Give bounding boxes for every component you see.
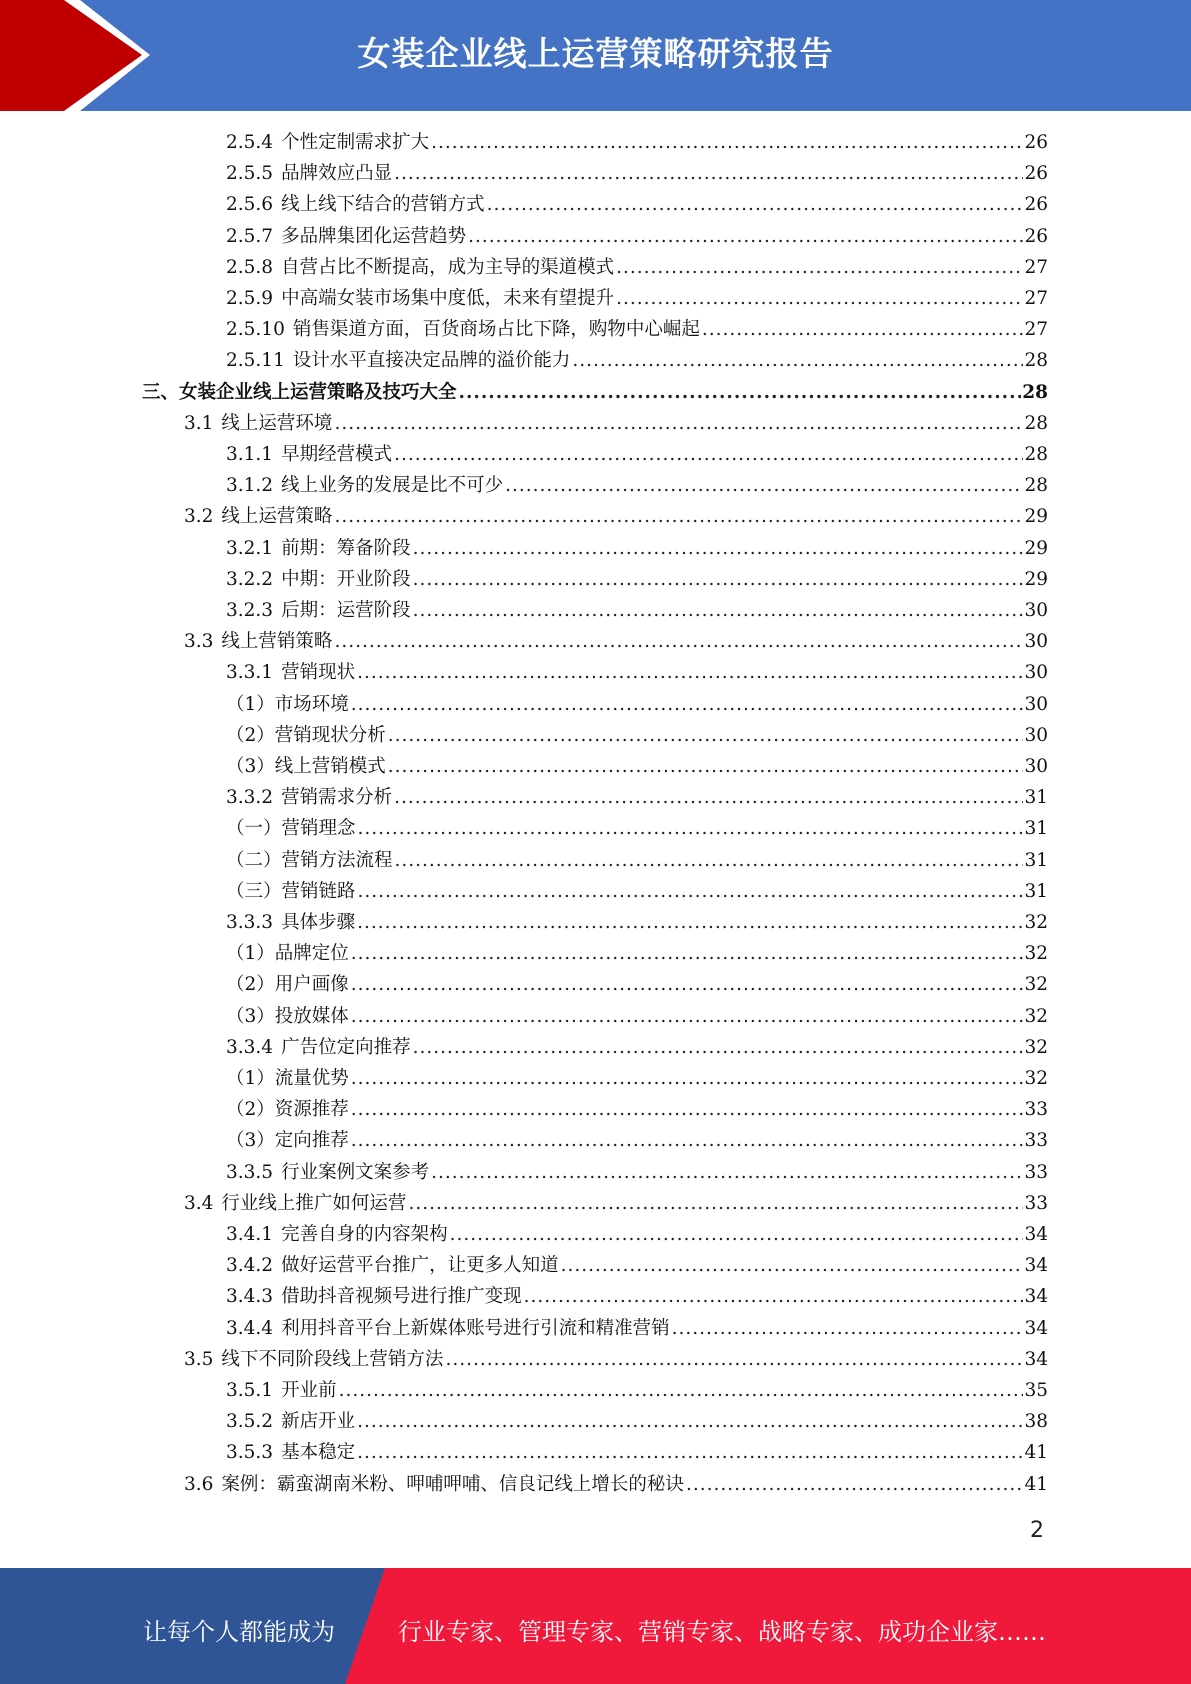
toc-entry-page: 31 — [1024, 880, 1048, 902]
toc-entry-number: 3.4.2 — [226, 1255, 274, 1277]
toc-entry[interactable] — [226, 720, 1048, 751]
toc-dot-leader — [413, 533, 1024, 564]
toc-entry-number: 2.5.8 — [226, 256, 274, 278]
toc-entry[interactable] — [226, 439, 1048, 470]
toc-entry[interactable] — [226, 689, 1048, 720]
toc-entry-number: 3.5.3 — [226, 1442, 274, 1464]
toc-entry-page: 26 — [1024, 163, 1048, 185]
toc-entry-number: 3.3.1 — [226, 662, 274, 684]
toc-entry-page: 32 — [1024, 943, 1048, 965]
toc-entry-page: 29 — [1024, 537, 1048, 559]
toc-dot-leader — [413, 1032, 1024, 1063]
toc-entry-title: 品牌效应凸显 — [281, 163, 393, 185]
toc-entry-page: 29 — [1024, 506, 1048, 528]
toc-entry-number: 2.5.11 — [226, 350, 285, 372]
page-header — [0, 0, 1191, 111]
toc-dot-leader — [431, 1157, 1023, 1188]
toc-dot-leader — [388, 751, 1024, 782]
toc-entry[interactable] — [226, 1125, 1048, 1156]
toc-entry[interactable] — [184, 626, 1048, 657]
toc-entry-title: 线上运营环境 — [221, 412, 333, 434]
toc-entry-number: 2.5.5 — [226, 163, 274, 185]
toc-entry-number: 2.5.7 — [226, 225, 274, 247]
toc-dot-leader — [616, 252, 1023, 283]
toc-entry[interactable] — [226, 1437, 1048, 1468]
toc-entry-page: 34 — [1024, 1348, 1048, 1370]
toc-entry-title: 案例：霸蛮湖南米粉、呷哺呷哺、信良记线上增长的秘诀 — [221, 1473, 684, 1495]
toc-entry-title: 具体步骤 — [281, 912, 356, 933]
toc-entry[interactable] — [226, 907, 1048, 938]
toc-entry[interactable] — [226, 127, 1048, 158]
toc-entry-title: （1）市场环境 — [226, 693, 349, 715]
toc-entry[interactable] — [184, 1188, 1048, 1219]
toc-entry[interactable] — [184, 408, 1048, 439]
toc-entry-number: 3.2.3 — [226, 600, 274, 621]
toc-entry-title: 借助抖音视频号进行推广变现 — [281, 1286, 522, 1308]
toc-entry-number: 3.5.1 — [226, 1380, 274, 1401]
toc-dot-leader — [358, 876, 1024, 907]
toc-dot-leader — [572, 345, 1023, 376]
toc-entry-title: 营销现状 — [281, 662, 356, 684]
toc-dot-leader — [468, 221, 1023, 252]
toc-entry[interactable] — [226, 1313, 1048, 1344]
toc-dot-leader — [616, 283, 1023, 314]
document-title: 女装企业线上运营策略研究报告 — [357, 34, 834, 73]
toc-entry-page: 32 — [1024, 912, 1048, 933]
toc-entry-number: 3.3 — [184, 631, 214, 653]
toc-dot-leader — [357, 1437, 1023, 1468]
toc-entry-page: 41 — [1024, 1473, 1048, 1495]
toc-entry-title: 销售渠道方面，百货商场占比下降，购物中心崛起 — [292, 319, 700, 341]
toc-entry-page: 33 — [1024, 1192, 1048, 1214]
toc-entry-page: 26 — [1024, 194, 1048, 216]
toc-entry-page: 34 — [1024, 1317, 1048, 1339]
toc-entry-title: 后期：运营阶段 — [281, 600, 411, 621]
toc-entry[interactable] — [226, 969, 1048, 1000]
toc-entry[interactable] — [226, 252, 1048, 283]
toc-entry[interactable] — [226, 1406, 1048, 1437]
toc-entry-title: （3）投放媒体 — [226, 1005, 349, 1027]
toc-entry-title: 新店开业 — [281, 1411, 356, 1433]
toc-entry-title: （1）品牌定位 — [226, 943, 349, 965]
toc-entry-number: 3.1.2 — [226, 475, 274, 497]
toc-dot-leader — [413, 595, 1024, 626]
toc-entry[interactable] — [226, 657, 1048, 688]
toc-dot-leader — [459, 377, 1022, 408]
toc-entry-page: 33 — [1024, 1161, 1048, 1183]
toc-entry-title: 三、女装企业线上运营策略及技巧大全 — [142, 381, 457, 403]
toc-entry-page: 30 — [1024, 662, 1048, 684]
toc-entry-page: 30 — [1024, 693, 1048, 715]
toc-entry-number: 3.4.4 — [226, 1317, 274, 1339]
toc-dot-leader — [334, 501, 1023, 532]
toc-entry[interactable] — [226, 813, 1048, 844]
toc-entry-title: 线上业务的发展是比不可少 — [281, 475, 504, 497]
toc-entry-number: 3.2 — [184, 506, 214, 528]
toc-entry-title: 自营占比不断提高，成为主导的渠道模式 — [281, 256, 615, 278]
toc-entry[interactable] — [226, 158, 1048, 189]
toc-entry-title: 中高端女装市场集中度低，未来有望提升 — [281, 288, 615, 309]
toc-dot-leader — [408, 1188, 1023, 1219]
toc-entry[interactable] — [226, 938, 1048, 969]
toc-entry-number: 3.2.2 — [226, 568, 274, 590]
toc-entry[interactable] — [226, 221, 1048, 252]
toc-entry-page: 27 — [1024, 288, 1048, 309]
toc-entry-number: 3.1 — [184, 412, 214, 434]
toc-entry-number: 3.3.4 — [226, 1036, 274, 1058]
toc-entry-page: 32 — [1024, 1068, 1048, 1089]
toc-entry-number: 3.4 — [184, 1192, 214, 1214]
toc-entry-title: 早期经营模式 — [281, 444, 393, 465]
toc-dot-leader — [487, 189, 1024, 220]
toc-entry-title: 广告位定向推荐 — [281, 1036, 411, 1058]
toc-entry-number: 3.5.2 — [226, 1411, 274, 1433]
toc-entry-title: （2）资源推荐 — [226, 1099, 349, 1121]
toc-entry-title: 利用抖音平台上新媒体账号进行引流和精准营销 — [281, 1317, 670, 1339]
toc-dot-leader — [334, 626, 1023, 657]
toc-entry[interactable] — [226, 470, 1048, 501]
toc-dot-leader — [431, 127, 1023, 158]
toc-entry-number: 3.1.1 — [226, 444, 274, 465]
toc-entry-page: 30 — [1024, 600, 1048, 621]
toc-entry-title: 个性定制需求扩大 — [281, 132, 430, 153]
toc-entry-page: 26 — [1024, 225, 1048, 247]
toc-entry-page: 28 — [1024, 475, 1048, 497]
toc-dot-leader — [394, 439, 1023, 470]
footer-slogan: 让每个人都能成为 — [143, 1618, 335, 1646]
toc-entry-page: 34 — [1024, 1286, 1048, 1308]
toc-entry[interactable] — [226, 1094, 1048, 1125]
toc-entry[interactable] — [226, 1157, 1048, 1188]
toc-entry-number: 2.5.6 — [226, 194, 274, 216]
toc-dot-leader — [351, 1063, 1024, 1094]
toc-entry[interactable] — [226, 595, 1048, 626]
toc-dot-leader — [450, 1219, 1024, 1250]
toc-entry-page: 27 — [1024, 256, 1048, 278]
toc-entry-page: 30 — [1024, 724, 1048, 746]
toc-entry[interactable] — [142, 377, 1048, 408]
toc-dot-leader — [505, 470, 1023, 501]
toc-dot-leader — [351, 1001, 1024, 1032]
toc-entry-title: （2）用户画像 — [226, 974, 349, 996]
toc-entry-page: 34 — [1024, 1224, 1048, 1245]
toc-entry[interactable] — [184, 1469, 1048, 1500]
toc-dot-leader — [357, 657, 1023, 688]
toc-entry[interactable] — [226, 876, 1048, 907]
toc-entry-page: 35 — [1024, 1380, 1048, 1401]
toc-entry-title: 线下不同阶段线上营销方法 — [221, 1348, 444, 1370]
toc-dot-leader — [357, 907, 1023, 938]
toc-entry-page: 30 — [1024, 631, 1048, 653]
toc-entry[interactable] — [226, 1032, 1048, 1063]
toc-entry-page: 26 — [1024, 132, 1048, 153]
toc-entry[interactable] — [226, 189, 1048, 220]
toc-entry-page: 32 — [1024, 974, 1048, 996]
toc-entry-page: 34 — [1024, 1255, 1048, 1277]
toc-entry-title: 中期：开业阶段 — [281, 568, 411, 590]
toc-entry-number: 3.5 — [184, 1348, 214, 1370]
toc-entry-page: 31 — [1024, 818, 1048, 840]
toc-entry-page: 28 — [1022, 381, 1048, 403]
toc-entry-page: 30 — [1024, 756, 1048, 777]
toc-entry[interactable] — [226, 1219, 1048, 1250]
toc-entry-title: 完善自身的内容架构 — [281, 1224, 448, 1245]
toc-dot-leader — [672, 1313, 1024, 1344]
toc-dot-leader — [686, 1469, 1024, 1500]
toc-entry-number: 3.3.3 — [226, 912, 274, 933]
toc-entry-page: 33 — [1024, 1099, 1048, 1121]
toc-entry-title: 多品牌集团化运营趋势 — [281, 225, 467, 247]
toc-entry-page: 32 — [1024, 1005, 1048, 1027]
toc-entry[interactable] — [226, 1281, 1048, 1312]
toc-entry-number: 3.6 — [184, 1473, 214, 1495]
toc-entry-title: 营销需求分析 — [281, 787, 393, 809]
toc-entry[interactable] — [226, 1375, 1048, 1406]
toc-dot-leader — [351, 689, 1024, 720]
toc-entry-number: 3.4.3 — [226, 1286, 274, 1308]
toc-entry-title: （2）营销现状分析 — [226, 724, 386, 746]
toc-entry-title: 线上线下结合的营销方式 — [281, 194, 485, 216]
toc-entry[interactable] — [226, 1063, 1048, 1094]
toc-entry-number: 2.5.10 — [226, 319, 285, 341]
toc-entry[interactable] — [226, 345, 1048, 376]
toc-entry-title: 线上运营策略 — [221, 506, 333, 528]
toc-entry-page: 28 — [1024, 444, 1048, 465]
page-number: 2 — [1030, 1518, 1044, 1543]
toc-dot-leader — [351, 1094, 1024, 1125]
toc-dot-leader — [394, 158, 1023, 189]
toc-dot-leader — [351, 969, 1024, 1000]
toc-dot-leader — [357, 1406, 1023, 1437]
toc-entry-number: 3.3.2 — [226, 787, 274, 809]
page-footer — [0, 1568, 1191, 1684]
toc-entry-title: 设计水平直接决定品牌的溢价能力 — [292, 350, 571, 372]
toc-dot-leader — [351, 938, 1024, 969]
toc-entry[interactable] — [226, 1250, 1048, 1281]
toc-entry[interactable] — [226, 1001, 1048, 1032]
toc-entry-title: 行业线上推广如何运营 — [221, 1192, 407, 1214]
toc-entry-number: 3.2.1 — [226, 537, 274, 559]
toc-entry-title: （3）定向推荐 — [226, 1130, 349, 1152]
toc-entry[interactable] — [226, 283, 1048, 314]
toc-entry-title: 线上营销策略 — [221, 631, 333, 653]
toc-dot-leader — [524, 1281, 1024, 1312]
toc-entry-page: 27 — [1024, 319, 1048, 341]
toc-entry-title: 基本稳定 — [281, 1442, 356, 1464]
toc-dot-leader — [358, 813, 1024, 844]
toc-entry[interactable] — [226, 845, 1048, 876]
toc-entry-title: 行业案例文案参考 — [281, 1161, 430, 1183]
toc-entry-page: 31 — [1024, 787, 1048, 809]
toc-entry-number: 2.5.4 — [226, 132, 274, 153]
toc-dot-leader — [413, 564, 1024, 595]
toc-dot-leader — [339, 1375, 1024, 1406]
toc-dot-leader — [561, 1250, 1024, 1281]
toc-dot-leader — [394, 782, 1023, 813]
toc-dot-leader — [351, 1125, 1024, 1156]
toc-entry-number: 3.3.5 — [226, 1161, 274, 1183]
toc-entry-page: 32 — [1024, 1036, 1048, 1058]
toc-entry-page: 29 — [1024, 568, 1048, 590]
toc-dot-leader — [702, 314, 1024, 345]
toc-entry[interactable] — [226, 314, 1048, 345]
toc-entry[interactable] — [184, 1344, 1048, 1375]
toc-entry-title: 开业前 — [281, 1380, 337, 1401]
toc-entry-title: （三）营销链路 — [226, 880, 356, 902]
toc-entry-title: （1）流量优势 — [226, 1068, 349, 1089]
toc-entry[interactable] — [226, 533, 1048, 564]
toc-entry-title: 前期：筹备阶段 — [281, 537, 411, 559]
toc-entry-page: 41 — [1024, 1442, 1048, 1464]
toc-entry-title: （3）线上营销模式 — [226, 756, 386, 777]
toc-entry[interactable] — [226, 751, 1048, 782]
toc-entry[interactable] — [226, 564, 1048, 595]
toc-entry-page: 38 — [1024, 1411, 1048, 1433]
toc-entry[interactable] — [226, 782, 1048, 813]
toc-entry-title: 做好运营平台推广，让更多人知道 — [281, 1255, 559, 1277]
toc-entry[interactable] — [184, 501, 1048, 532]
toc-dot-leader — [445, 1344, 1023, 1375]
toc-dot-leader — [334, 408, 1023, 439]
toc-dot-leader — [395, 845, 1024, 876]
toc-dot-leader — [388, 720, 1024, 751]
toc-entry-page: 31 — [1024, 849, 1048, 871]
toc-entry-number: 3.4.1 — [226, 1224, 274, 1245]
toc-entry-title: （一）营销理念 — [226, 818, 356, 840]
toc-entry-number: 2.5.9 — [226, 288, 274, 309]
footer-tagline: 行业专家、管理专家、营销专家、战略专家、成功企业家…… — [398, 1618, 1046, 1646]
toc-entry-title: （二）营销方法流程 — [226, 849, 393, 871]
toc-entry-page: 28 — [1024, 412, 1048, 434]
toc-entry-page: 28 — [1024, 350, 1048, 372]
toc-entry-page: 33 — [1024, 1130, 1048, 1152]
